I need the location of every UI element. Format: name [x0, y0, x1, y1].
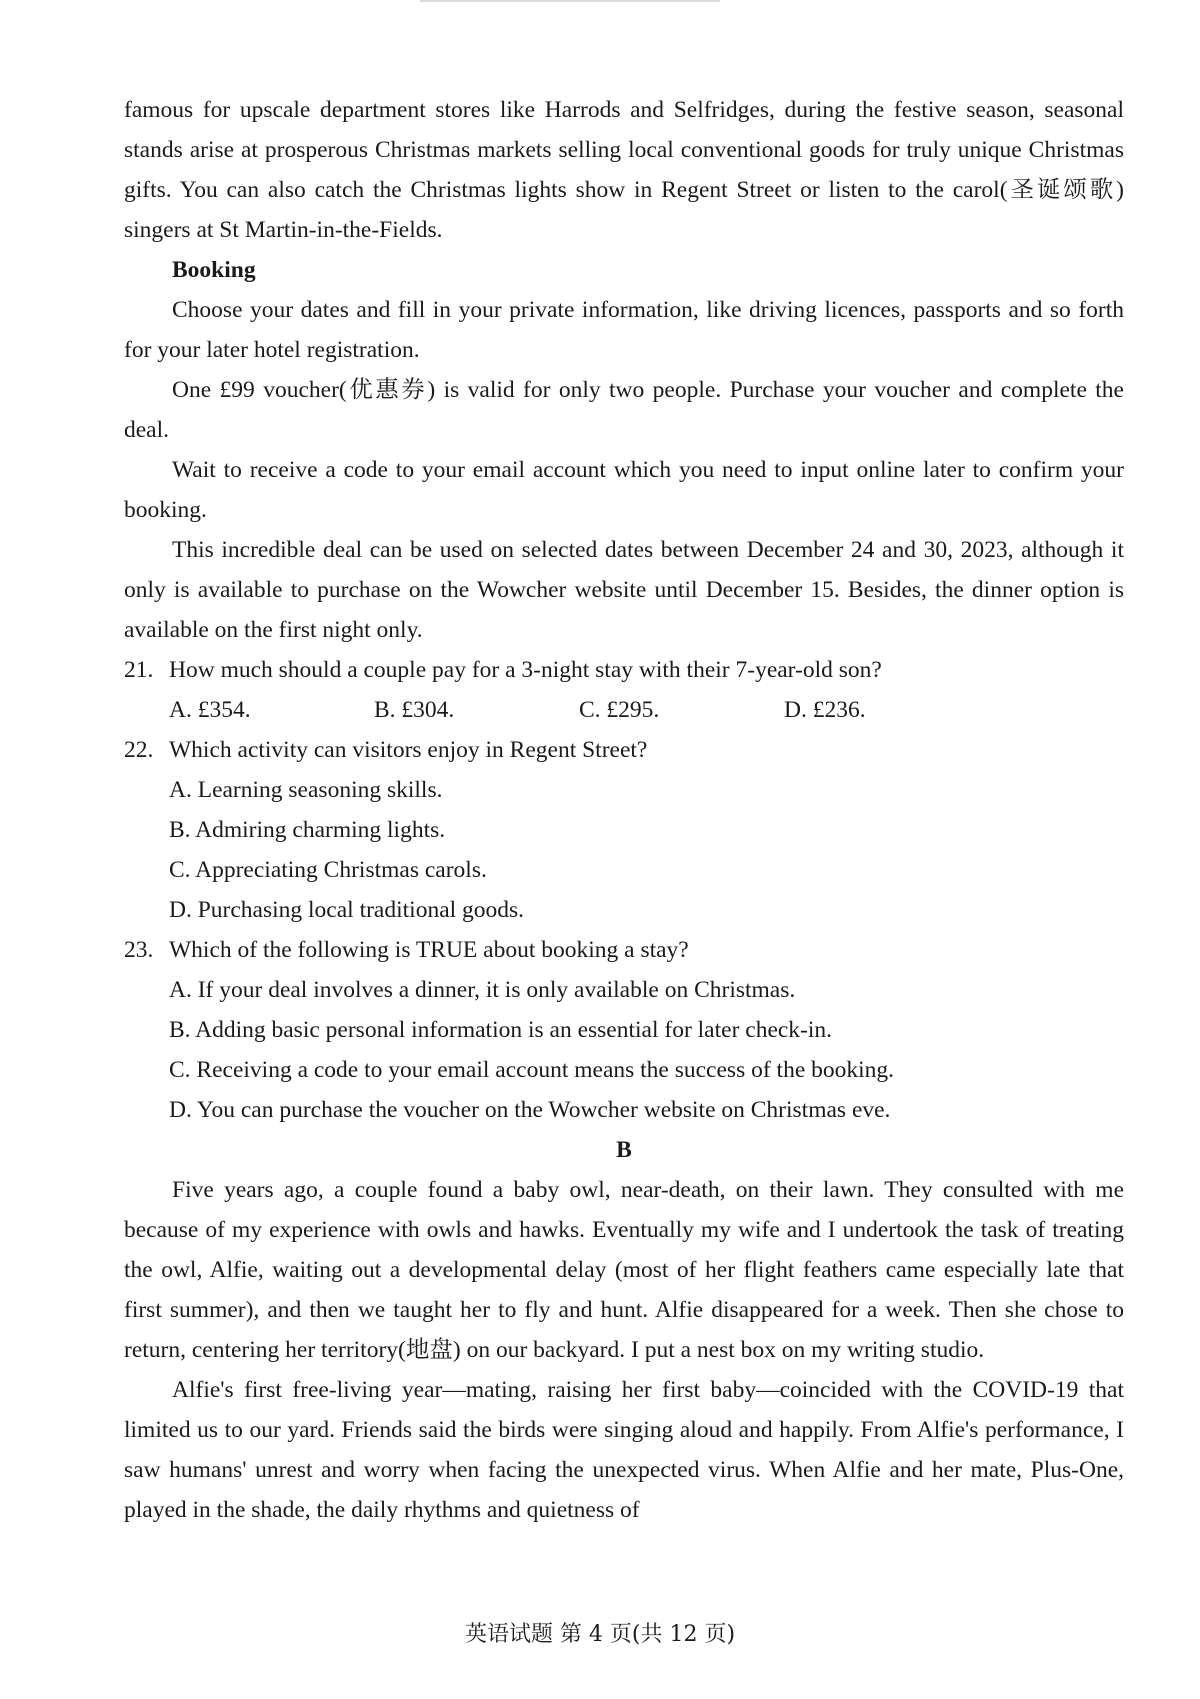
option-a: A. If your deal involves a dinner, it is only available on Christmas. — [169, 977, 796, 1003]
question-number: 23. — [124, 937, 154, 963]
question-23 — [124, 930, 1124, 970]
option-b: B. Adding basic personal information is an essential for later check-in. — [169, 1017, 833, 1043]
passage-a-paragraph-4: Wait to receive a code to your email account which you need to input online later to confirm your booking. — [124, 457, 1124, 523]
passage-b-paragraph-2: Alfie's first free-living year—mating, raising her first baby—coincided with the COVID-19 that limited us to our yard. Friends said the birds were singing aloud and happily. From Alfie's performance, I saw humans' unrest and worry when facing the unexpected virus. When Alfie and her mate, Plus-One, played in the shade, the daily rhythms and quietness of — [124, 1377, 1124, 1523]
option-d: D. Purchasing local traditional goods. — [169, 897, 525, 923]
option-c: C. Appreciating Christmas carols. — [169, 857, 487, 883]
option-a: A. Learning seasoning skills. — [169, 777, 443, 803]
booking-heading: Booking — [172, 257, 256, 283]
page-footer: 英语试题 第 4 页(共 12 页) — [464, 1622, 736, 1647]
top-scan-mark — [420, 0, 720, 8]
question-number: 22. — [124, 737, 154, 763]
question-22 — [124, 730, 1124, 770]
passage-a-paragraph-5: This incredible deal can be used on selected dates between December 24 and 30, 2023, although it only is available to purchase on the Wowcher website until December 15. Besides, the dinner option is available on the first night only. — [124, 537, 1124, 643]
page-content — [124, 90, 1124, 1530]
option-a: A. £354. — [169, 697, 251, 723]
option-c: C. Receiving a code to your email account means the success of the booking. — [169, 1057, 895, 1083]
passage-a-paragraph-2: Choose your dates and fill in your private information, like driving licences, passports and so forth for your later hotel registration. — [124, 297, 1124, 363]
option-b: B. £304. — [374, 697, 455, 723]
passage-a-paragraph-1: famous for upscale department stores like Harrods and Selfridges, during the festive season, seasonal stands arise at prosperous Christmas markets selling local conventional goods for truly unique Christmas gifts. You can also catch the Christmas lights show in Regent Street or listen to the carol(圣诞颂歌) singers at St Martin-in-the-Fields. — [124, 97, 1124, 243]
passage-a-paragraph-3: One £99 voucher(优惠券) is valid for only two people. Purchase your voucher and complete the deal. — [124, 377, 1124, 443]
question-number: 21. — [124, 657, 154, 683]
passage-b-paragraph-1: Five years ago, a couple found a baby owl, near-death, on their lawn. They consulted with me because of my experience with owls and hawks. Eventually my wife and I undertook the task of treating the owl, Alfie, waiting out a developmental delay (most of her flight feathers came especially late that first summer), and then we taught her to fly and hunt. Alfie disappeared for a week. Then she chose to return, centering her territory(地盘) on our backyard. I put a nest box on my writing studio. — [124, 1177, 1124, 1363]
question-stem: How much should a couple pay for a 3-night stay with their 7-year-old son? — [169, 657, 882, 683]
question-21-options — [169, 690, 1124, 730]
section-b-label: B — [616, 1137, 632, 1163]
question-stem: Which activity can visitors enjoy in Regent Street? — [169, 737, 648, 763]
question-21 — [124, 650, 1124, 690]
option-d: D. You can purchase the voucher on the Wowcher website on Christmas eve. — [169, 1097, 891, 1123]
question-stem: Which of the following is TRUE about booking a stay? — [169, 937, 689, 963]
option-c: C. £295. — [579, 697, 660, 723]
option-d: D. £236. — [784, 697, 866, 723]
option-b: B. Admiring charming lights. — [169, 817, 446, 843]
